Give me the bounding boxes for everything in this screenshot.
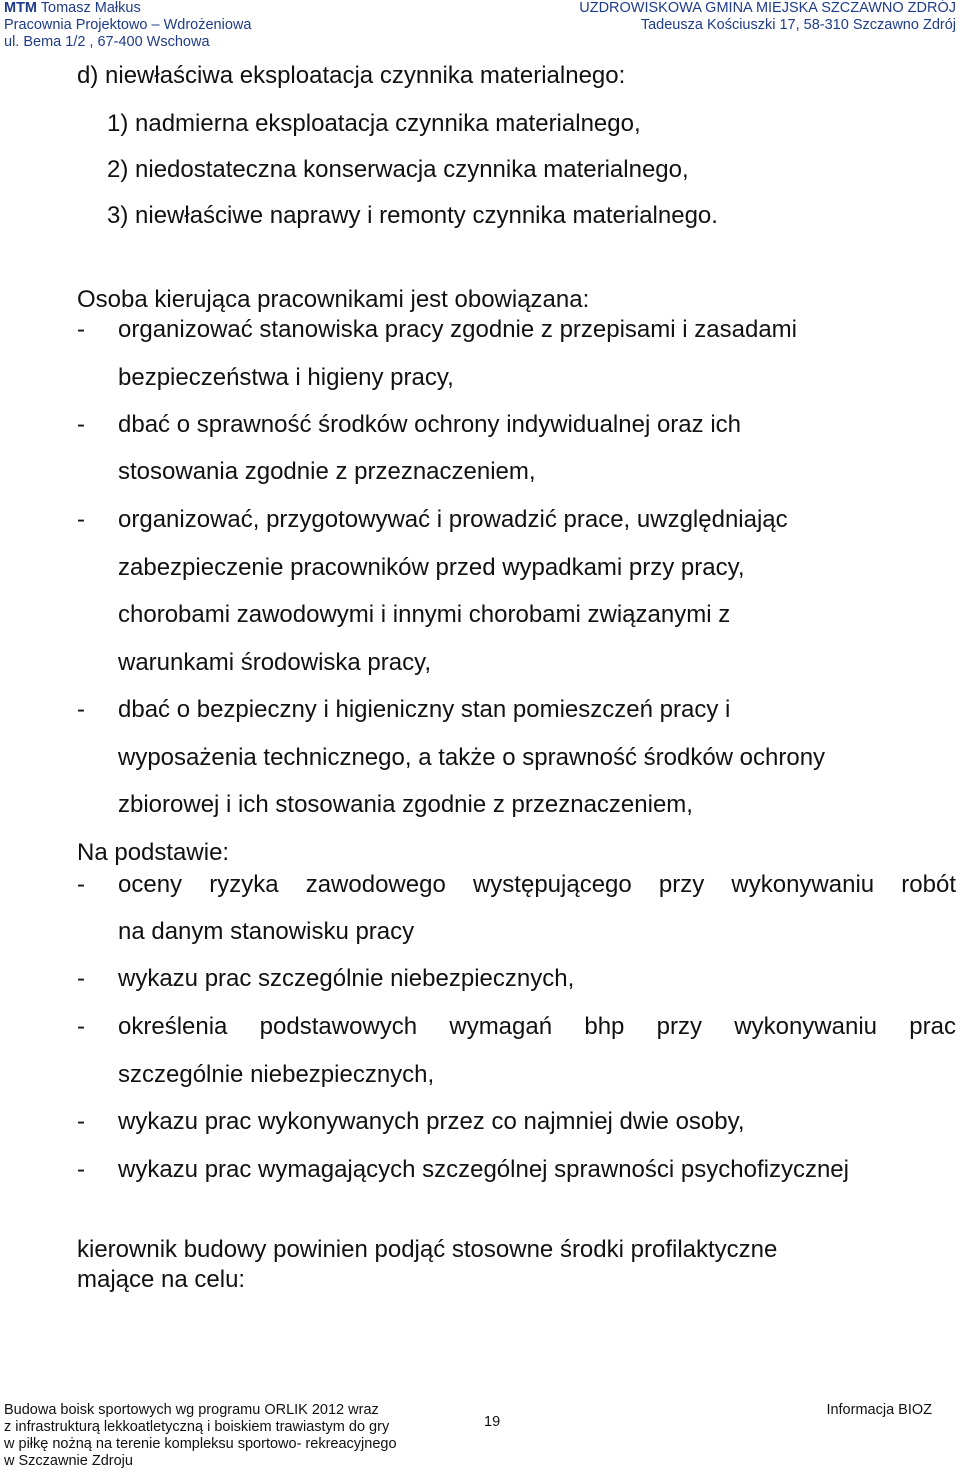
closing-line-2: mające na celu:: [77, 1266, 246, 1293]
footer-project-line: Budowa boisk sportowych wg programu ORLIK 2012 wraz: [4, 1402, 379, 1418]
header-company-name: Tomasz Małkus: [37, 0, 141, 16]
duty-3-line-3: chorobami zawodowymi i innymi chorobami związanymi z: [118, 601, 731, 628]
duty-3-line-2: zabezpieczenie pracowników przed wypadkami przy pracy,: [118, 554, 745, 581]
closing-line-1: kierownik budowy powinien podjąć stosowne środki profilaktyczne: [77, 1236, 778, 1263]
basis-2: wykazu prac szczególnie niebezpiecznych,: [118, 965, 575, 992]
basis-3-line-1: [118, 1013, 956, 1041]
header-right: [579, 0, 956, 34]
header-left: [4, 0, 251, 51]
section-d-heading: d) niewłaściwa eksploatacja czynnika materialnego:: [77, 62, 626, 89]
footer-project-line: w piłkę nożną na terenie kompleksu sportowo- rekreacyjnego: [4, 1436, 397, 1452]
basis-1-line-2: na danym stanowisku pracy: [118, 918, 415, 945]
header-client: UZDROWISKOWA GMINA MIEJSKA SZCZAWNO ZDRÓJ: [579, 0, 956, 16]
duty-3-line-4: warunkami środowiska pracy,: [118, 649, 431, 676]
list-dash: -: [77, 411, 85, 438]
footer-project-line: w Szczawnie Zdroju: [4, 1453, 133, 1469]
header-client-address: Tadeusza Kościuszki 17, 58-310 Szczawno Zdrój: [640, 17, 956, 33]
list-dash: -: [77, 1156, 85, 1183]
word: przy: [656, 1013, 702, 1040]
header-address: ul. Bema 1/2 , 67-400 Wschowa: [4, 34, 210, 50]
word: wykonywaniu: [731, 871, 875, 898]
duty-1-line-2: bezpieczeństwa i higieny pracy,: [118, 364, 454, 391]
header-company: [4, 0, 251, 17]
word: występującego: [472, 871, 632, 898]
list-dash: -: [77, 506, 85, 533]
footer-doc-type: Informacja BIOZ: [826, 1402, 932, 1418]
duty-2-line-2: stosowania zgodnie z przeznaczeniem,: [118, 458, 536, 485]
section-d-item-3: 3) niewłaściwe naprawy i remonty czynnika materialnego.: [107, 202, 718, 229]
list-dash: -: [77, 1013, 85, 1040]
duty-4-line-3: zbiorowej i ich stosowania zgodnie z przeznaczeniem,: [118, 791, 693, 818]
list-dash: -: [77, 316, 85, 343]
duty-3-line-1: organizować, przygotowywać i prowadzić prace, uwzględniając: [118, 506, 788, 533]
duty-4-line-2: wyposażenia technicznego, a także o sprawność środków ochrony: [118, 744, 826, 771]
header-company-bold: MTM: [4, 0, 38, 16]
duty-2-line-1: dbać o sprawność środków ochrony indywidualnej oraz ich: [118, 411, 741, 438]
word: robót: [901, 871, 956, 898]
word: zawodowego: [305, 871, 446, 898]
duties-intro: Osoba kierująca pracownikami jest obowiązana:: [77, 286, 590, 313]
footer-project: [4, 1402, 397, 1470]
basis-4: wykazu prac wykonywanych przez co najmniej dwie osoby,: [118, 1108, 745, 1135]
list-dash: -: [77, 965, 85, 992]
section-d-item-2: 2) niedostateczna konserwacja czynnika materialnego,: [107, 156, 689, 183]
basis-intro: Na podstawie:: [77, 839, 230, 866]
list-dash: -: [77, 1108, 85, 1135]
basis-3-line-2: szczególnie niebezpiecznych,: [118, 1061, 435, 1088]
word: bhp: [584, 1013, 625, 1040]
word: wykonywaniu: [734, 1013, 877, 1040]
word: oceny: [118, 871, 183, 898]
basis-1-line-1: [118, 871, 956, 899]
page-number: 19: [484, 1414, 501, 1430]
duty-4-line-1: dbać o bezpieczny i higieniczny stan pomieszczeń pracy i: [118, 696, 731, 723]
word: podstawowych: [259, 1013, 418, 1040]
word: określenia: [118, 1013, 228, 1040]
section-d-item-1: 1) nadmierna eksploatacja czynnika materialnego,: [107, 110, 641, 137]
duty-1-line-1: organizować stanowiska pracy zgodnie z przepisami i zasadami: [118, 316, 797, 343]
list-dash: -: [77, 871, 85, 898]
word: ryzyka: [209, 871, 279, 898]
header-office: Pracownia Projektowo – Wdrożeniowa: [4, 17, 252, 33]
word: przy: [658, 871, 705, 898]
list-dash: -: [77, 696, 85, 723]
word: wymagań: [449, 1013, 553, 1040]
footer-project-line: z infrastrukturą lekkoatletyczną i boiskiem trawiastym do gry: [4, 1419, 390, 1435]
basis-5: wykazu prac wymagających szczególnej sprawności psychofizycznej: [118, 1156, 849, 1183]
word: prac: [909, 1013, 956, 1040]
